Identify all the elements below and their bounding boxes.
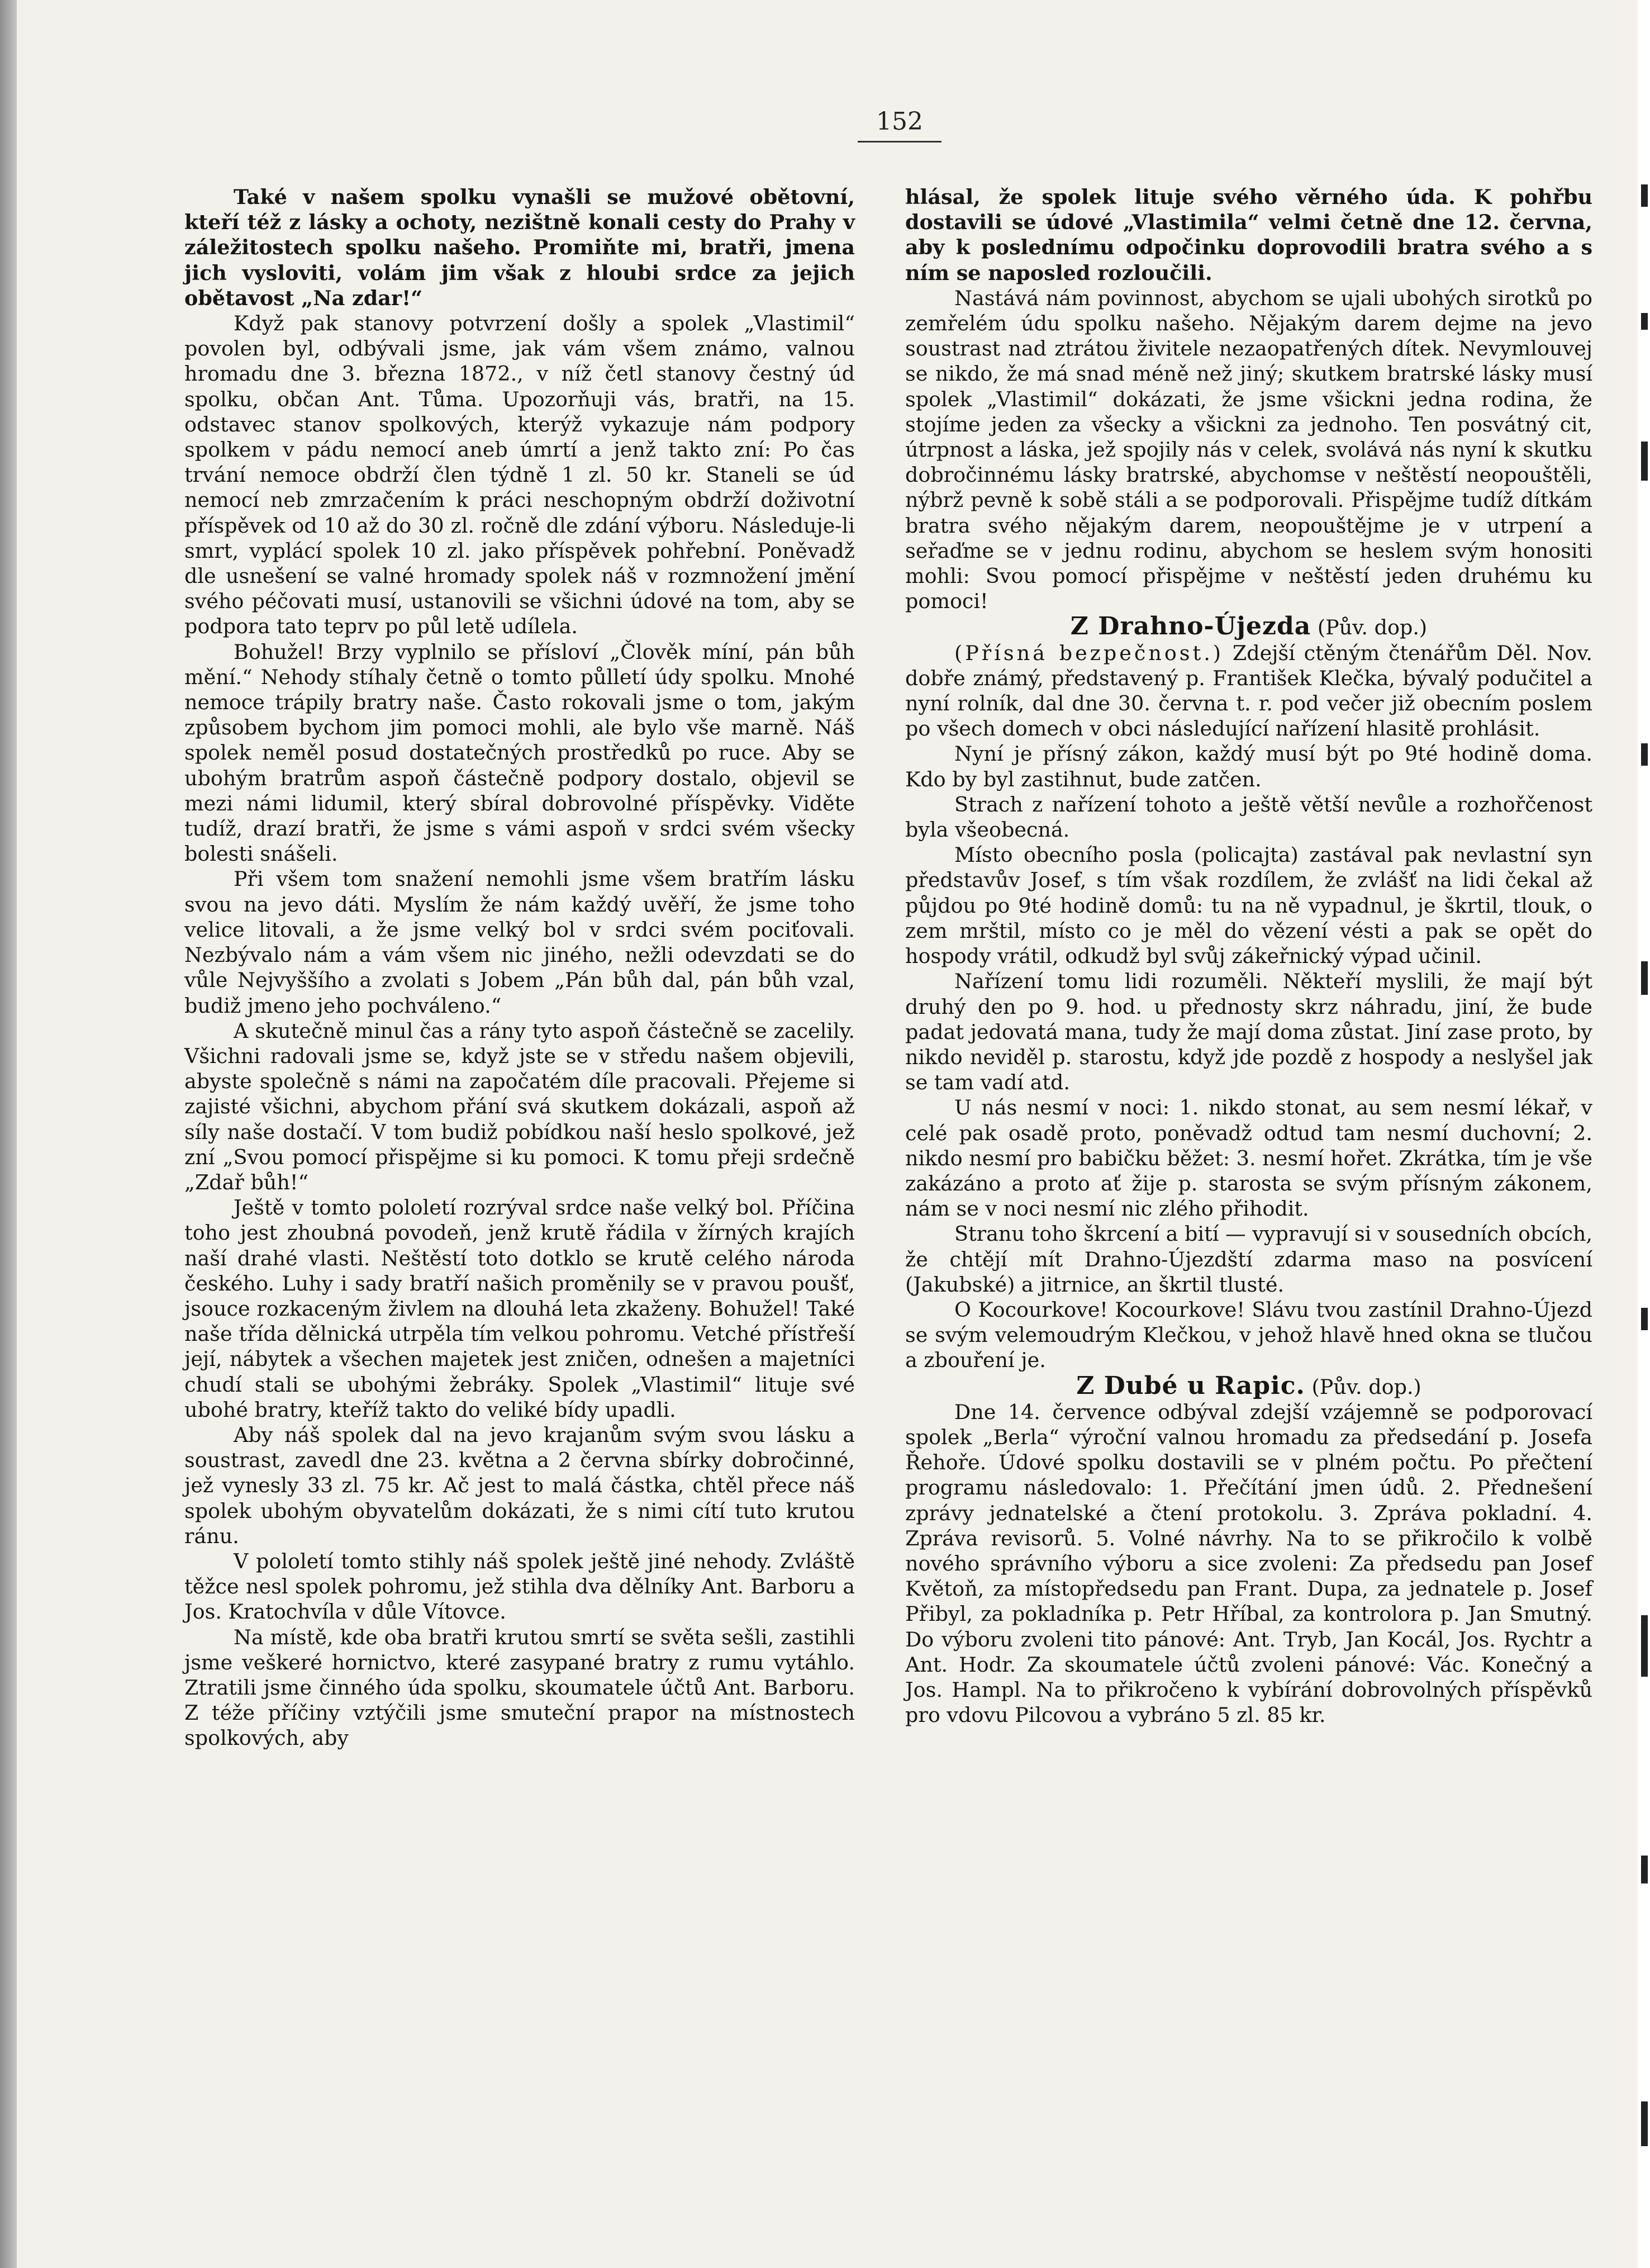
scan-edge-mark	[1641, 1308, 1648, 1330]
newspaper-page	[17, 0, 1650, 2268]
section-heading-drahno-ujezd	[905, 614, 1592, 640]
right-column	[905, 184, 1592, 1728]
scan-edge-mark	[1641, 1856, 1648, 1883]
section-source: (Pův. dop.)	[1317, 615, 1428, 640]
page-number: 152	[876, 107, 923, 136]
left-paragraph-3: Bohužel! Brzy vyplnilo se přísloví „Člověk míní, pán bůh mění.“ Nehody stíhaly četně o tomto půlletí údy spolku. Mnohé nemoce trápily bratry naše. Často rokovali jsme o tom, jakým způsobem bychom jim pomoci mohli, ale bylo vše marně. Náš spolek neměl posud dostatečných prostředků po ruce. Aby se ubohým bratrům aspoň částečně podpory dostalo, objevil se mezi námi lidumil, který sbíral dobrovolné příspěvky. Viděte tudíž, drazí bratři, že jsme s vámi aspoň v srdci svém všecky bolesti snášeli.	[184, 639, 855, 866]
section1-paragraph: O Kocourkove! Kocourkove! Slávu tvou zastínil Drahno-Újezd se svým velemoudrým Klečkou, v jehož hlavě hned okna se tlučou a zbouření je.	[905, 1297, 1592, 1373]
left-paragraph-6: Ještě v tomto pololetí rozrýval srdce naše velký bol. Příčina toho jest zhoubná povodeň, jenž krutě řádila v žírných krajích naší drahé vlasti. Neštěstí toto dotklo se krutě celého národa českého. Luhy i sady bratří našich proměnily se v pravou poušť, jsouce rozkaceným živlem na dlouhá leta zkaženy. Bohužel! Také naše třída dělnická utrpěla tím velkou pohromu. Vetché přístřeší její, nábytek a všechen majetek jest zničen, odnešen a majetníci chudí stali se ubohými žebráky. Spolek „Vlastimil“ lituje své ubohé bratry, kteříž takto do veliké bídy upadli.	[184, 1195, 855, 1422]
left-paragraph-5: A skutečně minul čas a rány tyto aspoň částečně se zacelily. Všichni radovali jsme se, když jste se v středu našem objevili, abyste společně s námi na započatém díle pracovali. Přejeme si zajisté všichni, abychom přání svá skutkem dokázali, aspoň až síly naše dostačí. V tom budiž pobídkou naší heslo spolkové, jež zní „Svou pomocí přispějme si ku pomoci. K tomu přeji srdečně „Zdař bůh!“	[184, 1018, 855, 1194]
page-number-rule	[858, 141, 942, 143]
section2-paragraph: Dne 14. července odbýval zdejší vzájemně se podporovací spolek „Berla“ výroční valnou hromadu za předsedání p. Josefa Řehoře. Údové spolku dostavili se v plném počtu. Po přečtení programu následovalo: 1. Přečítání jmen údů. 2. Přednešení zprávy jednatelské a čtení protokolu. 3. Zpráva pokladní. 4. Zpráva revisorů. 5. Volné návrhy. Na to se přikročilo k volbě nového správního výboru a sice zvoleni: Za předsedu pan Josef Květoň, za místopředsedu pan Frant. Dupa, za jednatele p. Josef Přibyl, za pokladníka p. Petr Hříbal, za kontrolora p. Jan Smutný. Do výboru zvoleni tito pánové: Ant. Tryb, Jan Kocál, Jos. Rychtr a Ant. Hodr. Za skoumatele účtů zvoleni pánové: Vác. Konečný a Jos. Hampl. Na to přikročeno k vybírání dobrovolných příspěvků pro vdovu Pilcovou a vybráno 5 zl. 85 kr.	[905, 1399, 1592, 1728]
right-intro-paragraph-1: hlásal, že spolek lituje svého věrného úda. K pohřbu dostavili se údové „Vlastimila“ velmi četně dne 12. června, aby k poslednímu odpočinku doprovodili bratra svého a s ním se naposled rozloučili.	[905, 185, 1592, 285]
section-place: Z Dubé u Rapic.	[1076, 1371, 1305, 1400]
section1-paragraph: U nás nesmí v noci: 1. nikdo stonat, au sem nesmí lékař, v celé pak osadě proto, poněvadž odtud tam nesmí duchovní; 2. nikdo nesmí pro babičku běžet: 3. nesmí hořet. Zkrátka, tím je vše zakázáno a proto ať žije p. starosta se svým přísným zákonem, nám se v noci nesmí nic zlého přihodit.	[905, 1095, 1592, 1221]
section-heading-dube-u-rapic	[905, 1373, 1592, 1399]
left-paragraph-2: Když pak stanovy potvrzení došly a spolek „Vlastimil“ povolen byl, odbývali jsme, jak vám všem známo, valnou hromadu dne 3. března 1872., v níž četl stanovy čestný úd spolku, občan Ant. Tůma. Upozorňuji vás, bratři, na 15. odstavec stanov spolkových, kterýž vykazuje nám podpory spolkem v pádu nemocí aneb úmrtí a jenž takto zní: Po čas trvání nemoce obdrží člen týdně 1 zl. 50 kr. Staneli se úd nemocí neb zmrzačením k práci neschopným obdrží doživotní příspěvek od 10 až do 30 zl. ročně dle zdání výboru. Následuje-li smrt, vyplácí spolek 10 zl. jako příspěvek pohřební. Poněvadž dle usnešení se valné hromady spolek náš v rozmnožení jmění svého péčovati musí, ustanovili se všichni údové na tom, aby se podpora tato teprv po půl letě udílela.	[184, 311, 855, 639]
section1-paragraph: Strach z nařízení tohoto a ještě větší nevůle a rozhořčenost byla všeobecná.	[905, 792, 1592, 842]
section1-lead-title: (Přísná bezpečnost.)	[954, 640, 1224, 665]
section-source: (Pův. dop.)	[1311, 1374, 1421, 1399]
section1-paragraph: Nařízení tomu lidi rozuměli. Někteří myslili, že mají být druhý den po 9. hod. u přednosty skrz náhradu, jiní, že bude padat jedovatá mana, tudy že mají doma zůstat. Jiní zase proto, by nikdo neviděl p. starostu, když jde pozdě z hospody a neslyšel jak se tam vadí atd.	[905, 969, 1592, 1095]
section1-paragraph: Stranu toho škrcení a bití — vypravují si v sousedních obcích, že chtějí mít Drahno-Újezdští zdarma maso na posvícení (Jakubské) a jitrnice, an škrtil tlusté.	[905, 1222, 1592, 1297]
left-paragraph-8: V pololetí tomto stihly náš spolek ještě jiné nehody. Zvláště těžce nesl spolek pohromu, jež stihla dva dělníky Ant. Barboru a Jos. Kratochvíla v důle Vítovce.	[184, 1549, 855, 1624]
section-place: Z Drahno-Újezda	[1070, 612, 1311, 641]
left-paragraph-1: Také v našem spolku vynašli se mužové obětovní, kteří též z lásky a ochoty, nezištně konali cesty do Prahy v záležitostech spolku našeho. Promiňte mi, bratři, jmena jich vysloviti, volám jim však z hloubi srdce za jejich obětavost „Na zdar!“	[184, 185, 855, 310]
section1-paragraph: Místo obecního posla (policajta) zastával pak nevlastní syn představův Josef, s tím však rozdílem, že zvlášť na lidi čekal až půjdou po 9té hodině domů: tu na ně vypadnul, je škrtil, tlouk, o zem mrštil, místo co je měl do vězení vésti a pak se opět do hospody vrátil, odkudž byl svůj zákeřnický výpad učinil.	[905, 843, 1592, 969]
section1-paragraph: Nyní je přísný zákon, každý musí být po 9té hodině doma. Kdo by byl zastihnut, bude zatčen.	[905, 742, 1592, 791]
scan-right-edge	[1638, 0, 1650, 2268]
scan-edge-mark	[1641, 743, 1648, 766]
scan-left-shadow	[0, 0, 17, 2268]
scan-edge-mark	[1641, 442, 1648, 481]
scan-edge-mark	[1641, 1615, 1648, 1677]
scan-edge-mark	[1641, 2101, 1648, 2146]
left-paragraph-4: Při všem tom snažení nemohli jsme všem bratřím lásku svou na jevo dáti. Myslím že nám každý uvěří, že jsme toho velice litovali, a že jsme velký bol v srdci svém pociťovali. Nezbývalo nám a vám všem nic jiného, nežli odevzdati se do vůle Nejvyššího a zvolati s Jobem „Pán bůh dal, pán bůh vzal, budiž jmeno jeho pochváleno.“	[184, 867, 855, 1018]
section1-lead-paragraph	[905, 640, 1592, 742]
section1-lead-text: Zdejší ctěným čtenářům Děl. Nov. dobře známý, představený p. František Klečka, bývalý podučitel a nyní rolník, dal dne 30. června t. r. pod večer již obecním poslem po všech domech v obci následující nařízení hlasitě prohlásit.	[905, 640, 1592, 741]
left-column	[184, 184, 855, 1751]
left-paragraph-9: Na místě, kde oba bratři krutou smrtí se světa sešli, zastihli jsme veškeré hornictvo, které zasypané bratry z rumu vytáhlo. Ztratili jsme činného úda spolku, skoumatele účtů Ant. Barboru. Z téže příčiny vztýčili jsme smuteční prapor na místnostech spolkových, aby	[184, 1625, 855, 1750]
right-intro-paragraph-2: Nastává nám povinnost, abychom se ujali ubohých sirotků po zemřelém údu spolku našeho. Nějakým darem dejme na jevo soustrast nad ztrátou živitele nezaopatřených dítek. Nevymlouvej se nikdo, že má snad méně než jiný; skutkem bratrské lásky musí spolek „Vlastimil“ dokázati, že jsme všickni jedna rodina, že stojíme jeden za všecky a všickni za jednoho. Ten posvátný cit, útrpnost a láska, jež spojily nás v celek, svolává nás nyní k skutku dobročinnému lásky bratrské, abychomse v neštěstí neopouštěli, nýbrž pevně k sobě stáli a se podporovali. Přispějme tudíž dítkám bratra svého nějakým darem, neopouštějme je v utrpení a seřaďme se v jednu rodinu, abychom se heslem svým honositi mohli: Svou pomocí přispějme v neštěstí jeden druhému ku pomoci!	[905, 286, 1592, 614]
left-paragraph-7: Aby náš spolek dal na jevo krajanům svým svou lásku a soustrast, zavedl dne 23. května a 2 června sbírky dobročinné, jež vynesly 33 zl. 75 kr. Ač jest to malá částka, chtěl přece náš spolek ubohým obyvatelům dokázati, že s nimi cítí tuto krutou ránu.	[184, 1422, 855, 1548]
scan-edge-mark	[1641, 184, 1648, 207]
scan-edge-mark	[1641, 313, 1648, 330]
scan-edge-mark	[1641, 961, 1648, 995]
